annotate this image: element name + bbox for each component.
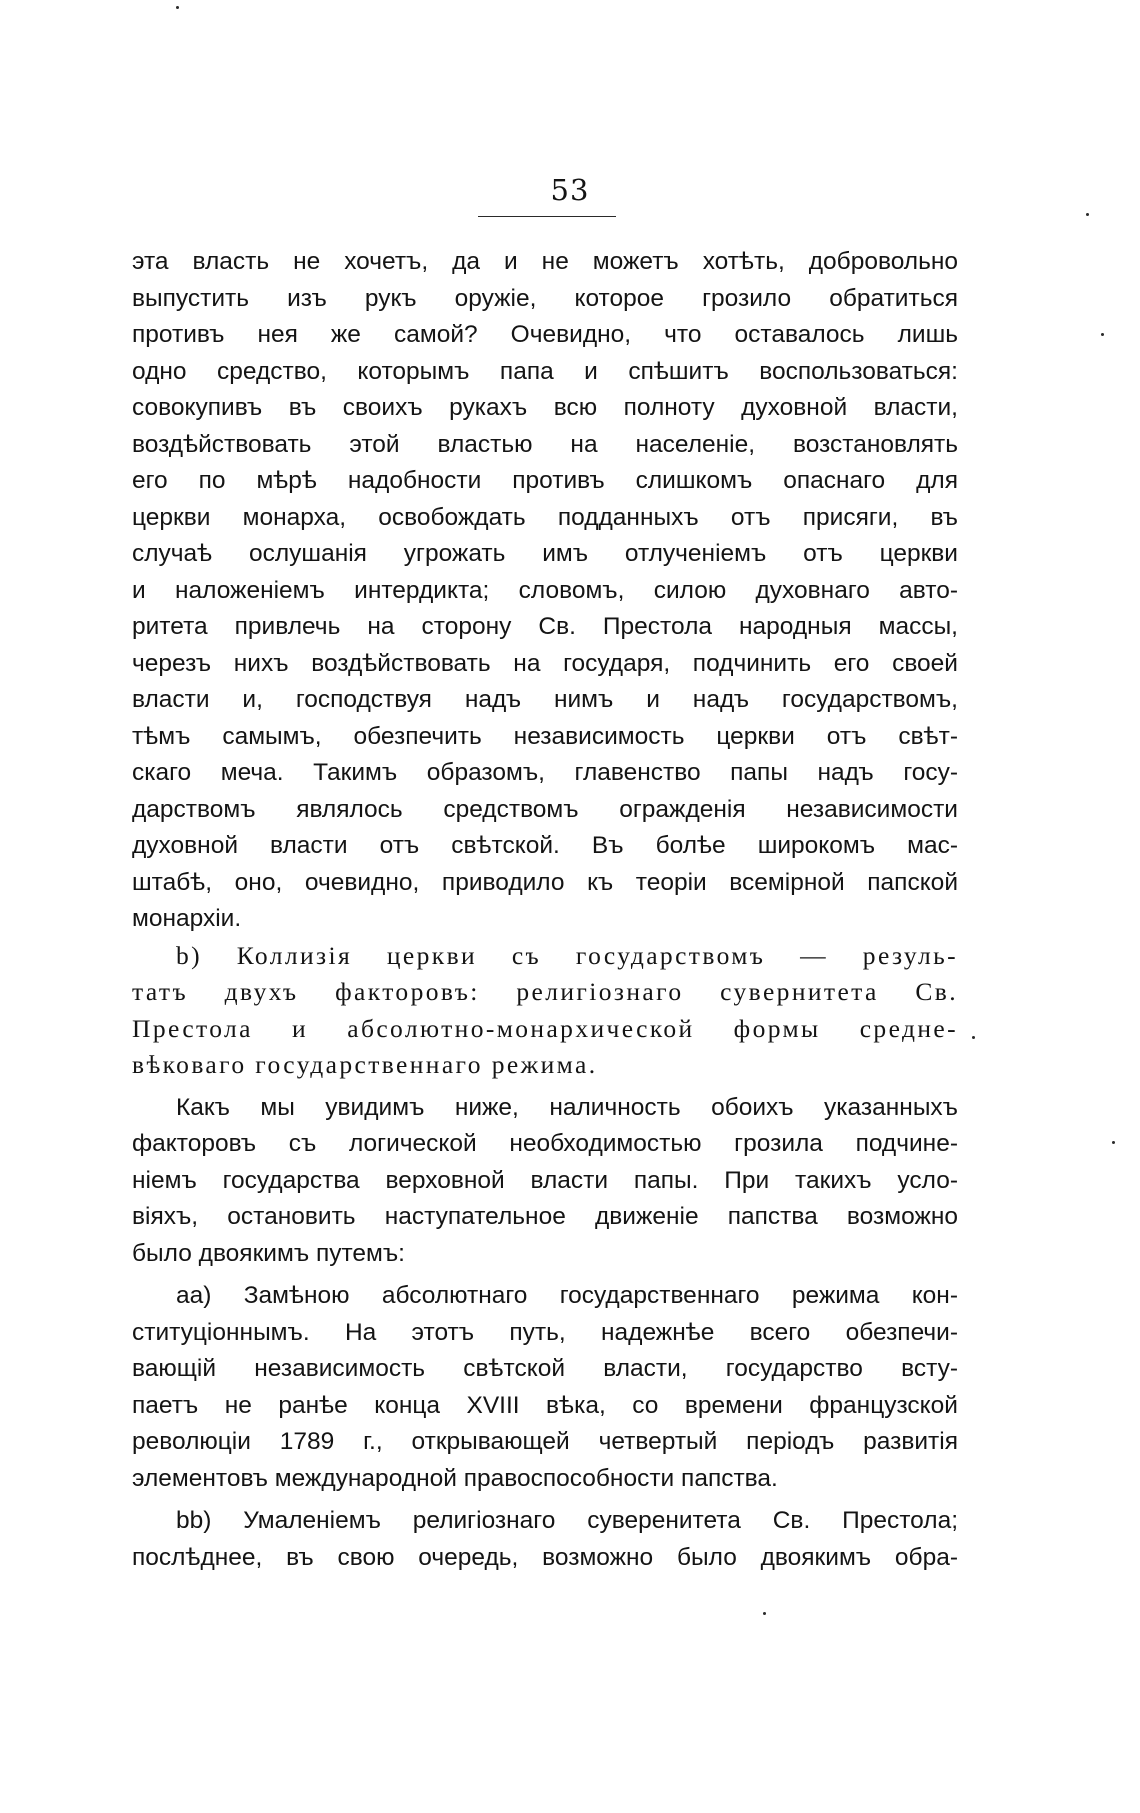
text-line: аа) Замѣною абсолютнаго государственнаго режима кон- (176, 1282, 958, 1309)
text-line: ституціоннымъ. На этотъ путь, надежнѣе всего обезпечи- (132, 1318, 958, 1346)
scan-speck (1101, 333, 1104, 336)
text-line: факторовъ съ логической необходимостью грозила подчине- (132, 1130, 958, 1157)
scan-speck (1086, 213, 1089, 216)
text-line: ритета привлечь на сторону Св. Престола народныя массы, (132, 613, 958, 640)
scan-speck (176, 6, 179, 9)
page-number: 53 (550, 173, 590, 207)
text-line: Престола и абсолютно-монархической формы средне- (132, 1013, 958, 1043)
paragraph (132, 1090, 958, 1273)
text-line: черезъ нихъ воздѣйствовать на государя, подчинить его своей (132, 649, 958, 677)
text-line: скаго меча. Такимъ образомъ, главенство папы надъ госу- (132, 759, 958, 786)
text-line: b) Коллизія церкви съ государствомъ — резуль- (176, 940, 958, 970)
text-line: духовной власти отъ свѣтской. Въ болѣе широкомъ мас- (132, 832, 958, 859)
text-line: власти и, господствуя надъ нимъ и надъ государствомъ, (132, 686, 958, 713)
text-line: случаѣ ослушанія угрожать имъ отлученіемъ отъ церкви (132, 540, 958, 567)
text-line: вѣковаго государственнаго режима. (132, 1050, 598, 1079)
text-line: паетъ не ранѣе конца XVIII вѣка, со времени французской (132, 1391, 958, 1419)
text-line: дарствомъ являлось средствомъ огражденія независимости (132, 795, 958, 823)
text-line: воздѣйствовать этой властью на населеніе, возстановлять (132, 430, 958, 458)
text-line: было двоякимъ путемъ: (132, 1239, 405, 1267)
body-text (132, 244, 958, 1576)
text-line: выпустить изъ рукъ оружіе, которое грозило обратиться (132, 284, 958, 312)
text-line: монархіи. (132, 905, 242, 932)
paragraph-bb (132, 1503, 958, 1576)
text-line: и наложеніемъ интердикта; словомъ, силою духовнаго авто- (132, 576, 958, 604)
text-line: штабѣ, оно, очевидно, приводило къ теоріи всемірной папской (132, 868, 958, 896)
text-line: вающій независимость свѣтской власти, государство всту- (132, 1355, 958, 1382)
text-line: одно средство, которымъ папа и спѣшитъ воспользоваться: (132, 357, 958, 385)
text-line: эта власть не хочетъ, да и не можетъ хотѣть, добровольно (132, 248, 958, 275)
text-line: послѣднее, въ свою очередь, возможно было двоякимъ обра- (132, 1543, 958, 1571)
text-line: ніемъ государства верховной власти папы. При такихъ усло- (132, 1166, 958, 1194)
text-line: bb) Умаленіемъ религіознаго суверенитета Св. Престола; (176, 1507, 958, 1534)
text-line: противъ нея же самой? Очевидно, что оставалось лишь (132, 321, 958, 348)
paragraph-continuation (132, 244, 958, 938)
section-heading-b (132, 938, 958, 1084)
scan-speck (972, 1036, 975, 1039)
paragraph-aa (132, 1278, 958, 1497)
text-line: віяхъ, остановить наступательное движеніе папства возможно (132, 1203, 958, 1230)
text-line: элементовъ международной правоспособности папства. (132, 1464, 778, 1492)
text-line: революціи 1789 г., открывающей четвертый періодъ развитія (132, 1428, 958, 1455)
text-line: его по мѣрѣ надобности противъ слишкомъ опаснаго для (132, 467, 958, 494)
text-line: церкви монарха, освобождать подданныхъ отъ присяги, въ (132, 503, 958, 531)
text-line: Какъ мы увидимъ ниже, наличность обоихъ указанныхъ (176, 1093, 958, 1121)
header-rule (478, 216, 616, 217)
text-line: тѣмъ самымъ, обезпечить независимость церкви отъ свѣт- (132, 722, 958, 750)
scan-speck (1112, 1141, 1115, 1144)
text-line: татъ двухъ факторовъ: религіознаго сувернитета Св. (132, 977, 958, 1006)
text-line: совокупивъ въ своихъ рукахъ всю полноту духовной власти, (132, 394, 958, 421)
scan-speck (763, 1612, 766, 1615)
